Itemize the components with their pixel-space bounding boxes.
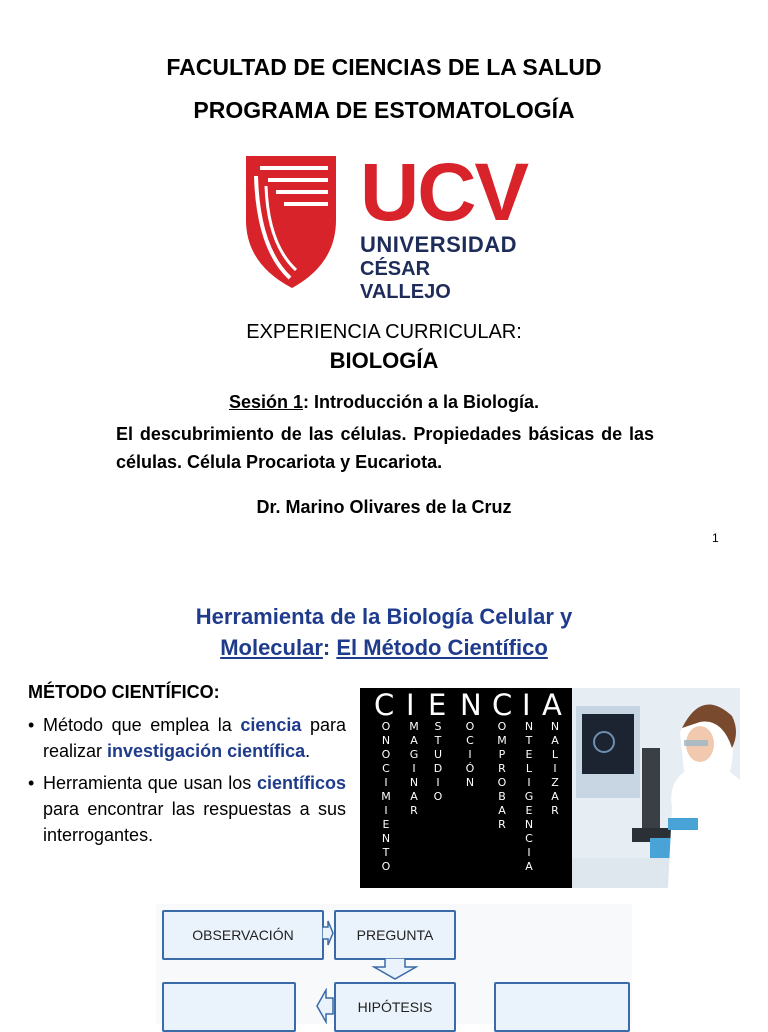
b1-text2: para realizar [43, 715, 346, 761]
b1-text3: . [305, 741, 311, 761]
flow-box-empty-left [162, 982, 296, 1032]
ciencia-letter: I [522, 688, 531, 722]
b1-highlight1: ciencia [240, 715, 302, 735]
flow-box-pregunta: PREGUNTA [334, 910, 456, 960]
arrow-left-icon [316, 988, 334, 1024]
bullet-item-1 [28, 712, 346, 764]
ciencia-column: S T U D I O [433, 720, 443, 803]
b2-text1: Herramienta que usan los [43, 773, 257, 793]
course-title: BIOLOGÍA [329, 348, 439, 373]
logo-acronym: UCV [360, 147, 528, 238]
faculty-title: FACULTAD DE CIENCIAS DE LA SALUD [166, 54, 602, 80]
flow-box-hipotesis: HIPÓTESIS [334, 982, 456, 1032]
shield-icon [244, 152, 344, 292]
logo-line2: CÉSAR VALLEJO [360, 258, 451, 303]
scientist-photo [572, 688, 740, 888]
ciencia-letter: C [492, 688, 513, 722]
b2-highlight1: científicos [256, 773, 346, 793]
ciencia-column: M A G I N A R [409, 720, 419, 817]
arrow-right-icon [322, 920, 334, 946]
program-title: PROGRAMA DE ESTOMATOLOGÍA [193, 97, 575, 123]
slide2-title-line1: Herramienta de la Biología Celular y [195, 604, 573, 629]
session-line [0, 392, 768, 413]
ciencia-acrostic-image [360, 688, 572, 888]
bullet-list [28, 712, 346, 848]
ciencia-letter: N [460, 688, 482, 722]
flow-box-empty-right [494, 982, 630, 1032]
author-name: Dr. Marino Olivares de la Cruz [256, 497, 512, 517]
b1-text1: Método que emplea la [43, 715, 241, 735]
session-description: El descubrimiento de las células. Propiedades básicas de las células. Célula Procariota y Eucariota. [116, 424, 654, 472]
b1-highlight2: investigación científica [107, 741, 306, 761]
flow-box-observacion: OBSERVACIÓN [162, 910, 324, 960]
logo-line1: UNIVERSIDAD [360, 232, 518, 257]
ciencia-column: N T E L I G E N C I A [524, 720, 534, 873]
arrow-down-icon [370, 958, 420, 980]
title-colon: : [322, 635, 337, 660]
page-number: 1 [712, 531, 719, 545]
scientific-method-flowchart [156, 904, 632, 1024]
slide2-title-line2 [0, 632, 768, 663]
ciencia-letter: I [406, 688, 415, 722]
ciencia-letter: A [542, 688, 562, 722]
metodo-heading: MÉTODO CIENTÍFICO: [28, 682, 220, 702]
slide2-title [0, 601, 768, 663]
ucv-logo [244, 147, 528, 303]
ciencia-column: O N O C I M I E N T O [381, 720, 391, 873]
ciencia-letter: C [374, 688, 395, 722]
b2-text2: para encontrar las respuestas a sus interrogantes. [43, 799, 346, 845]
ciencia-letter: E [428, 688, 447, 722]
title-molecular: Molecular [220, 635, 323, 660]
title-method: El Método Científico [336, 635, 548, 660]
experience-label: EXPERIENCIA CURRICULAR: [246, 321, 522, 343]
ciencia-column: O M P R O B A R [497, 720, 507, 831]
ciencia-column: O C I Ó N [465, 720, 475, 789]
session-label: Sesión 1 [228, 392, 303, 412]
bullet-item-2 [28, 770, 346, 848]
session-title: : Introducción a la Biología. [303, 392, 540, 412]
scientist-microscope-icon [572, 688, 740, 888]
ciencia-column: N A L I Z A R [550, 720, 560, 817]
